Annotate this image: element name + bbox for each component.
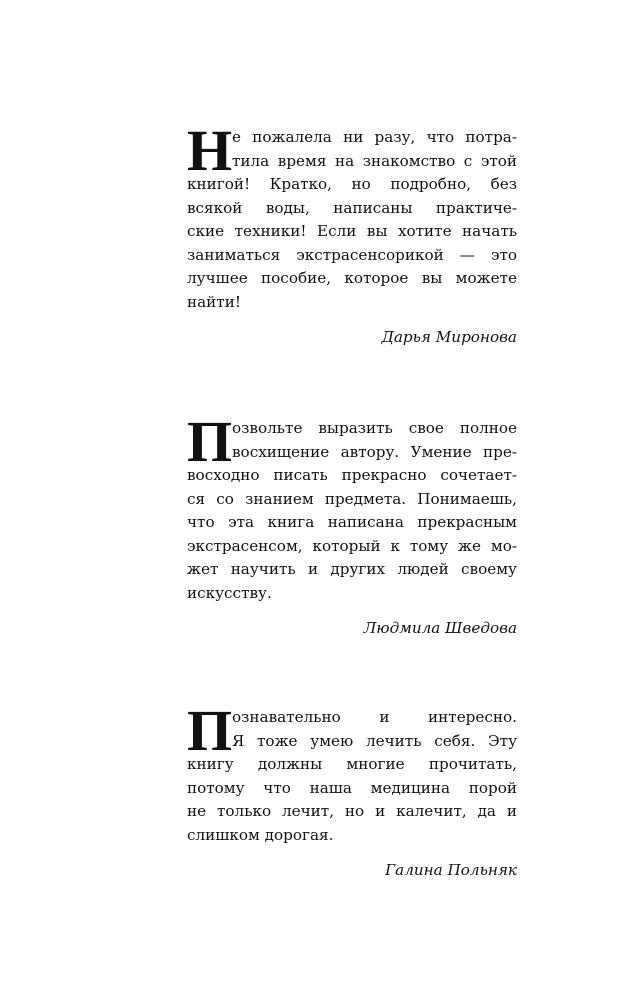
review-3 xyxy=(187,698,517,883)
text-line: слишком дорогая. xyxy=(187,825,334,844)
review-text xyxy=(187,118,517,314)
review-text xyxy=(187,409,517,605)
text-line: жет научить и других людей своему xyxy=(187,560,517,578)
text-line: тила время на знакомство с этой xyxy=(232,151,517,170)
text-line: книгу должны многие прочитать, xyxy=(187,755,517,773)
text-line: найти! xyxy=(187,292,241,311)
drop-cap: П xyxy=(187,698,233,763)
text-line: ся со знанием предмета. Понимаешь, xyxy=(187,489,517,508)
text-line: всякой воды, написаны практиче- xyxy=(187,198,517,217)
text-line: потому что наша медицина порой xyxy=(187,778,517,797)
text-line: е пожалела ни разу, что потра- xyxy=(232,128,517,146)
drop-cap: Н xyxy=(187,118,233,183)
text-line: экстрасенсом, который к тому же мо- xyxy=(187,536,517,555)
review-2 xyxy=(187,409,517,641)
text-line: искусству. xyxy=(187,583,272,602)
review-author: Галина Польняк xyxy=(385,861,517,879)
text-line: книгой! Кратко, но подробно, без xyxy=(187,175,517,193)
text-line: Я тоже умею лечить себя. Эту xyxy=(232,731,517,750)
review-1 xyxy=(187,118,517,350)
text-line: не только лечит, но и калечит, да и xyxy=(187,802,517,820)
review-author: Людмила Шведова xyxy=(363,619,517,637)
text-line: ознавательно и интересно. xyxy=(232,708,517,726)
text-line: восходно писать прекрасно сочетает- xyxy=(187,466,517,484)
text-line: что эта книга написана прекрасным xyxy=(187,513,517,531)
review-text xyxy=(187,698,517,847)
text-line: озвольте выразить свое полное xyxy=(232,419,517,437)
text-line: лучшее пособие, которое вы можете xyxy=(187,269,517,287)
text-line: заниматься экстрасенсорикой — это xyxy=(187,245,517,264)
text-line: восхищение автору. Умение пре- xyxy=(232,442,517,461)
text-line: ские техники! Если вы хотите начать xyxy=(187,222,517,240)
drop-cap: П xyxy=(187,409,233,474)
review-author: Дарья Миронова xyxy=(381,328,517,346)
